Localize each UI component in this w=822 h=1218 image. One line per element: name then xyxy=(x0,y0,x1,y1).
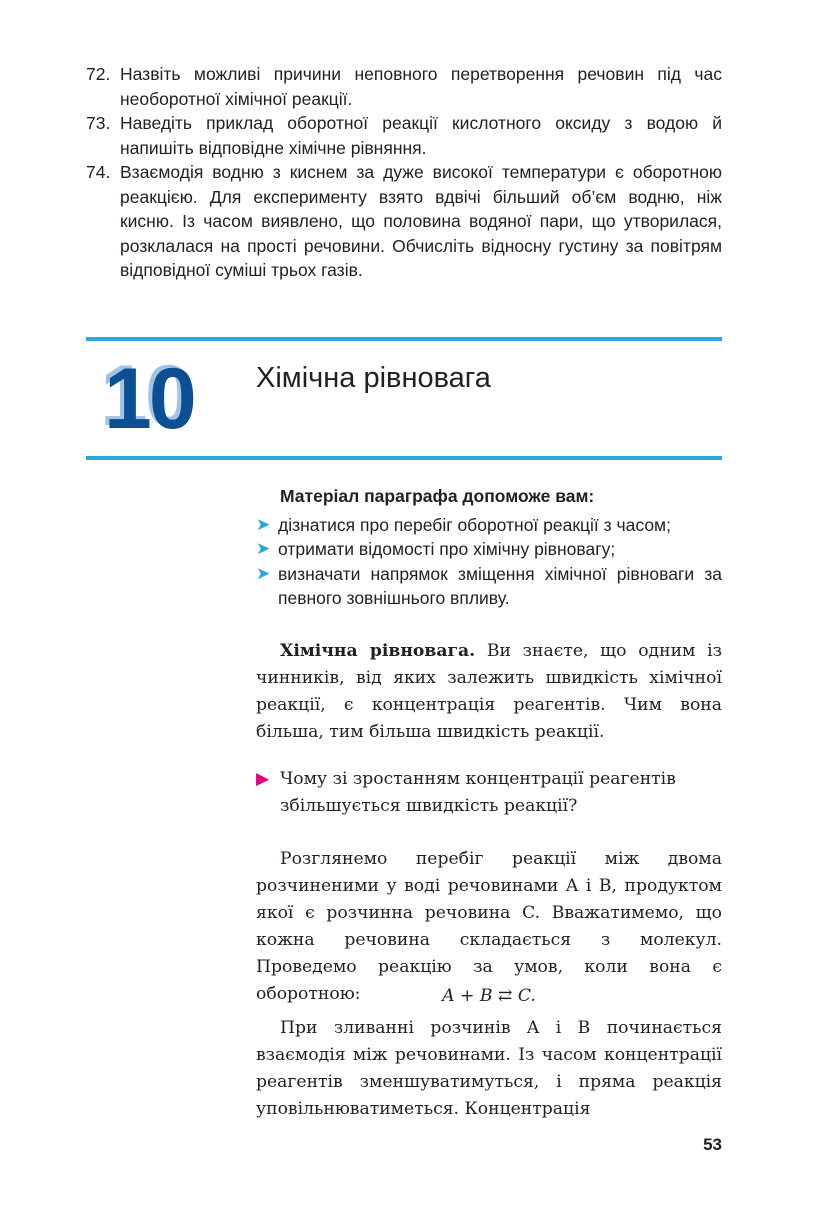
goal-item xyxy=(256,537,722,562)
goal-text: отримати відомості про хімічну рівновагу; xyxy=(278,539,616,559)
exercise-number: 72. xyxy=(86,64,111,84)
goal-item xyxy=(256,513,722,538)
goal-text: дізнатися про перебіг оборотної реакції з часом; xyxy=(278,514,671,535)
exercise-72 xyxy=(86,62,722,111)
goals-box xyxy=(256,484,722,611)
exercise-number: 74. xyxy=(86,162,111,182)
exercise-73 xyxy=(86,111,722,160)
chemical-equation: A + B ⇄ C. xyxy=(442,986,536,1006)
goals-title: Матеріал параграфа допоможе вам: xyxy=(280,486,595,506)
chevron-right-icon: ➤ xyxy=(256,514,271,534)
exercise-74 xyxy=(86,160,722,283)
exercise-text: Взаємодія водню з киснем за дуже високої температури є оборотною реакцією. Для експерименту взято вдвічі більший об’єм водню, ніж кисню. Із часом виявлено, що половина водяної пари, що утворилася, розклалася на прості речовини. Обчисліть відносну густину за повітрям відповідної суміші трьох газів. xyxy=(120,162,722,280)
paragraph-mixing: При зливанні розчинів A і B починається взаємодія між речовинами. Із часом концентрації реагентів зменшуватимуться, і пряма реакція уповільнюватиметься. Концентрація xyxy=(256,1018,722,1119)
exercise-list xyxy=(86,62,722,283)
exercise-text: Наведіть приклад оборотної реакції кислотного оксиду з водою й напишіть відповідне хімічне рівняння. xyxy=(120,113,722,158)
section-number: 10 xyxy=(104,351,194,447)
paragraph-text: Ви знаєте, що одним із чинників, від яких залежить швидкість хімічної реакції, є концентрація реагентів. Чим вона більша, тим більша швидкість реакції. xyxy=(256,641,722,742)
paragraph-lead: Хімічна рівновага. xyxy=(280,641,476,661)
section-title: Хімічна рівновага xyxy=(256,362,491,394)
paragraph-equilibrium-intro xyxy=(256,638,722,746)
goal-item xyxy=(256,562,722,611)
chevron-right-icon: ➤ xyxy=(256,563,271,583)
page-number: 53 xyxy=(703,1135,722,1154)
exercise-number: 73. xyxy=(86,113,111,133)
section-rule-top xyxy=(86,337,722,341)
section-rule-bottom xyxy=(86,456,722,460)
goal-text: визначати напрямок зміщення хімічної рівноваги за певного зовнішнього впливу. xyxy=(278,563,722,608)
exercise-text: Назвіть можливі причини неповного перетворення речовин під час необоротної хімічної реакції. xyxy=(120,64,722,109)
triangle-right-icon: ▶ xyxy=(256,769,270,789)
question-block xyxy=(256,766,722,820)
paragraph-reaction: Розглянемо перебіг реакції між двома розчиненими у воді речовинами A і B, продуктом якої є розчинна речовина C. Вважатимемо, що кожна речовина складається з молекул. Проведемо реакцію за умов, коли вона є оборотною: xyxy=(256,849,722,1004)
question-text: Чому зі зростанням концентрації реагентів збільшується швидкість реакції? xyxy=(280,769,676,816)
chevron-right-icon: ➤ xyxy=(256,539,271,558)
